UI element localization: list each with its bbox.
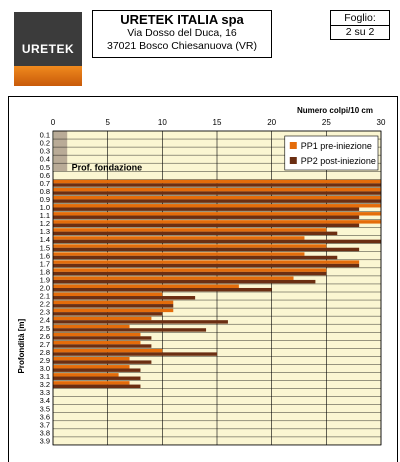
sheet-label: Foglio: [331,11,389,26]
bar-pre-iniezione [53,212,381,215]
bar-post-iniezione [53,183,381,186]
bar-pre-iniezione [53,381,130,384]
y-tick-label: 3.4 [39,396,50,406]
bar-post-iniezione [53,360,151,363]
foundation-annotation: Prof. fondazione [71,162,143,173]
legend-label-post: PP2 post-iniezione [300,156,376,166]
bar-pre-iniezione [53,357,130,360]
y-tick-label: 2.2 [39,299,50,309]
y-tick-label: 2.9 [39,355,50,365]
bar-post-iniezione [53,216,359,219]
bar-post-iniezione [53,328,206,331]
bar-post-iniezione [53,344,151,347]
sheet-box [330,10,390,40]
y-tick-label: 1.8 [39,267,50,277]
bar-post-iniezione [53,377,140,380]
y-tick-label: 1.9 [39,275,50,285]
logo-orange-bar [14,66,82,86]
address-line-1: Via Dosso del Duca, 16 [127,27,237,39]
bar-post-iniezione [53,312,162,315]
bar-pre-iniezione [53,180,381,183]
bar-pre-iniezione [53,325,130,328]
bar-post-iniezione [53,368,140,371]
bar-pre-iniezione [53,349,162,352]
bar-pre-iniezione [53,228,326,231]
logo-text: URETEK [21,42,75,56]
chart-frame [8,96,398,462]
y-tick-label: 1.7 [39,259,50,269]
bar-pre-iniezione [53,333,140,336]
bar-pre-iniezione [53,220,381,223]
y-tick-label: 2.6 [39,331,50,341]
y-tick-label: 1.0 [39,203,50,212]
bar-pre-iniezione [53,317,151,320]
y-tick-label: 0.7 [39,178,50,188]
uretek-logo [14,12,82,86]
bar-pre-iniezione [53,373,119,376]
bar-post-iniezione [53,224,359,227]
bar-post-iniezione [53,385,140,388]
company-header [92,10,272,58]
foundation-block [54,131,67,171]
y-tick-label: 2.5 [39,323,50,333]
y-tick-label: 3.8 [39,428,50,438]
y-tick-label: 2.8 [39,347,50,357]
x-axis-label: Numero colpi/10 cm [296,106,373,115]
y-tick-label: 0.2 [39,138,50,148]
address-line-2: 37021 Bosco Chiesanuova (VR) [106,40,257,52]
y-tick-label: 2.0 [39,283,50,293]
bar-pre-iniezione [53,252,304,255]
bar-post-iniezione [53,272,326,275]
sheet-value: 2 su 2 [345,26,375,38]
y-tick-label: 2.1 [39,291,50,301]
bar-pre-iniezione [53,293,162,296]
y-tick-label: 1.3 [39,227,50,237]
bar-pre-iniezione [53,196,381,199]
y-tick-label: 0.1 [39,130,50,140]
legend-swatch-post [290,157,297,164]
legend-label-pre: PP1 pre-iniezione [300,141,372,151]
y-tick-label: 2.3 [39,307,50,317]
y-tick-label: 1.5 [39,243,50,253]
y-tick-label: 3.1 [39,372,50,382]
bar-post-iniezione [53,288,272,291]
x-tick-label: 25 [321,118,331,127]
bar-pre-iniezione [53,277,294,280]
bar-pre-iniezione [53,236,304,239]
x-tick-label: 20 [267,118,277,127]
y-tick-label: 3.3 [39,388,50,398]
y-tick-label: 3.0 [39,364,50,373]
bar-post-iniezione [53,207,359,210]
bar-post-iniezione [53,352,217,355]
y-tick-label: 1.4 [39,235,50,245]
y-tick-label: 1.2 [39,219,50,229]
y-tick-label: 0.3 [39,146,50,156]
bar-post-iniezione [53,304,173,307]
y-tick-label: 0.9 [39,194,50,204]
y-axis-label: Profondità [m] [17,318,26,374]
bar-post-iniezione [53,280,315,283]
y-tick-label: 3.5 [39,404,50,414]
x-tick-label: 15 [212,118,222,127]
bar-pre-iniezione [53,309,173,312]
y-tick-label: 0.8 [39,186,50,196]
bar-pre-iniezione [53,285,239,288]
bar-post-iniezione [53,199,381,202]
y-tick-label: 3.6 [39,412,50,422]
y-tick-label: 1.6 [39,251,50,261]
bar-post-iniezione [53,232,337,235]
y-tick-label: 3.2 [39,380,50,390]
bar-post-iniezione [53,296,195,299]
x-tick-label: 0 [50,118,56,127]
bar-post-iniezione [53,336,151,339]
bar-pre-iniezione [53,268,326,271]
bar-pre-iniezione [53,341,140,344]
y-tick-label: 0.6 [39,170,50,180]
y-tick-label: 0.4 [39,154,50,164]
bar-post-iniezione [53,256,337,259]
bar-post-iniezione [53,191,381,194]
bar-pre-iniezione [53,365,130,368]
bar-pre-iniezione [53,188,381,191]
logo-dark-block [14,12,82,66]
company-name: URETEK ITALIA spa [120,12,244,27]
y-tick-label: 3.7 [39,420,50,430]
bar-post-iniezione [53,240,381,243]
bar-post-iniezione [53,264,359,267]
y-tick-label: 2.7 [39,339,50,349]
bar-pre-iniezione [53,204,381,207]
bar-post-iniezione [53,320,228,323]
x-tick-label: 10 [157,118,167,127]
penetrometer-chart [9,97,397,462]
x-tick-label: 5 [105,118,110,127]
y-tick-label: 1.1 [39,211,50,221]
x-tick-label: 30 [376,118,386,127]
bar-pre-iniezione [53,301,173,304]
bar-post-iniezione [53,248,359,251]
y-tick-label: 0.5 [39,162,50,172]
y-tick-label: 3.9 [39,436,50,446]
y-tick-label: 2.4 [39,315,50,325]
bar-pre-iniezione [53,244,326,247]
legend-swatch-pre [290,142,297,149]
bar-pre-iniezione [53,260,359,263]
